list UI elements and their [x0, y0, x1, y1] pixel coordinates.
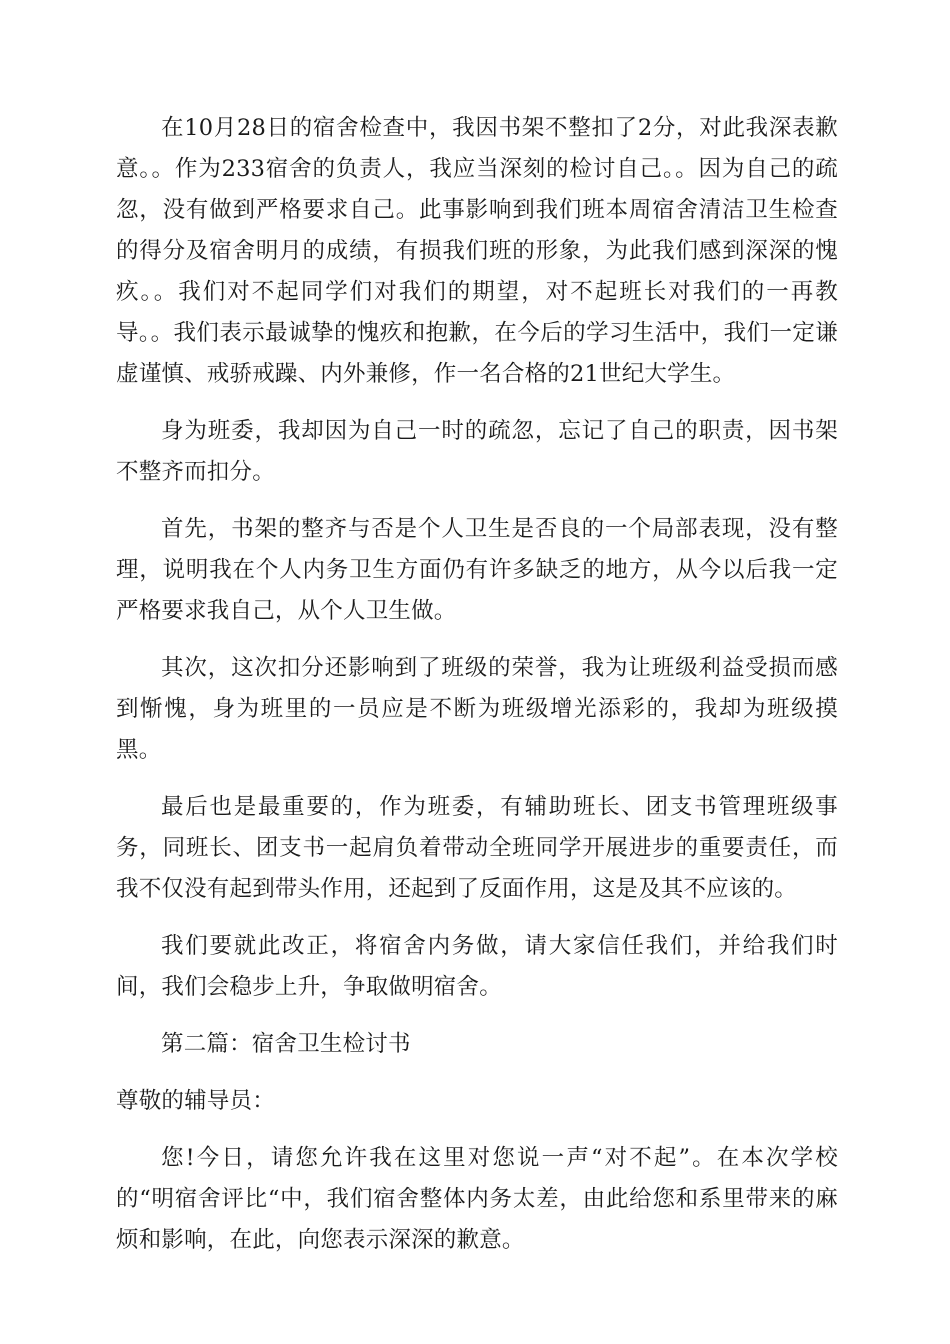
paragraph-correction-pledge: 我们要就此改正，将宿舍内务做，请大家信任我们，并给我们时间，我们会稳步上升，争取做明宿舍。 [116, 933, 838, 1000]
salutation: 尊敬的辅导员： [116, 1088, 275, 1114]
paragraph-committee-duty: 身为班委，我却因为自己一时的疏忽，忘记了自己的职责，因书架不整齐而扣分。 [116, 418, 838, 485]
paragraph-inspection-apology: 在10月28日的宿舍检查中，我因书架不整扣了2分，对此我深表歉意。。作为233宿舍的负责人，我应当深刻的检讨自己。。因为自己的疏忽，没有做到严格要求自己。此事影响到我们班本周宿舍清洁卫生检查的得分及宿舍明月的成绩，有损我们班的形象，为此我们感到深深的愧疚。。我们对不起同学们对我们的期望，对不起班长对我们的一再教导。。我们表示最诚挚的愧疚和抱歉，在今后的学习生活中，我们一定谦虚谨慎、戒骄戒躁、内外兼修，作一名合格的21世纪大学生。 [116, 115, 838, 387]
paragraph-last-point: 最后也是最重要的，作为班委，有辅助班长、团支书管理班级事务，同班长、团支书一起肩负着带动全班同学开展进步的重要责任，而我不仅没有起到带头作用，还起到了反面作用，这是及其不应该的。 [116, 794, 838, 902]
paragraph-second-point: 其次，这次扣分还影响到了班级的荣誉，我为让班级利益受损而感到惭愧，身为班里的一员应是不断为班级增光添彩的，我却为班级摸黑。 [116, 655, 838, 763]
section-heading: 第二篇：宿舍卫生检讨书 [161, 1031, 411, 1057]
document-body [116, 108, 838, 1277]
paragraph-first-point: 首先，书架的整齐与否是个人卫生是否良的一个局部表现，没有整理，说明我在个人内务卫生方面仍有许多缺乏的地方，从今以后我一定严格要求我自己，从个人卫生做。 [116, 516, 838, 624]
paragraph-letter-opening: 您!今日，请您允许我在这里对您说一声“对不起”。在本次学校的“明宿舍评比“中，我们宿舍整体内务太差，由此给您和系里带来的麻烦和影响，在此，向您表示深深的歉意。 [116, 1145, 838, 1253]
